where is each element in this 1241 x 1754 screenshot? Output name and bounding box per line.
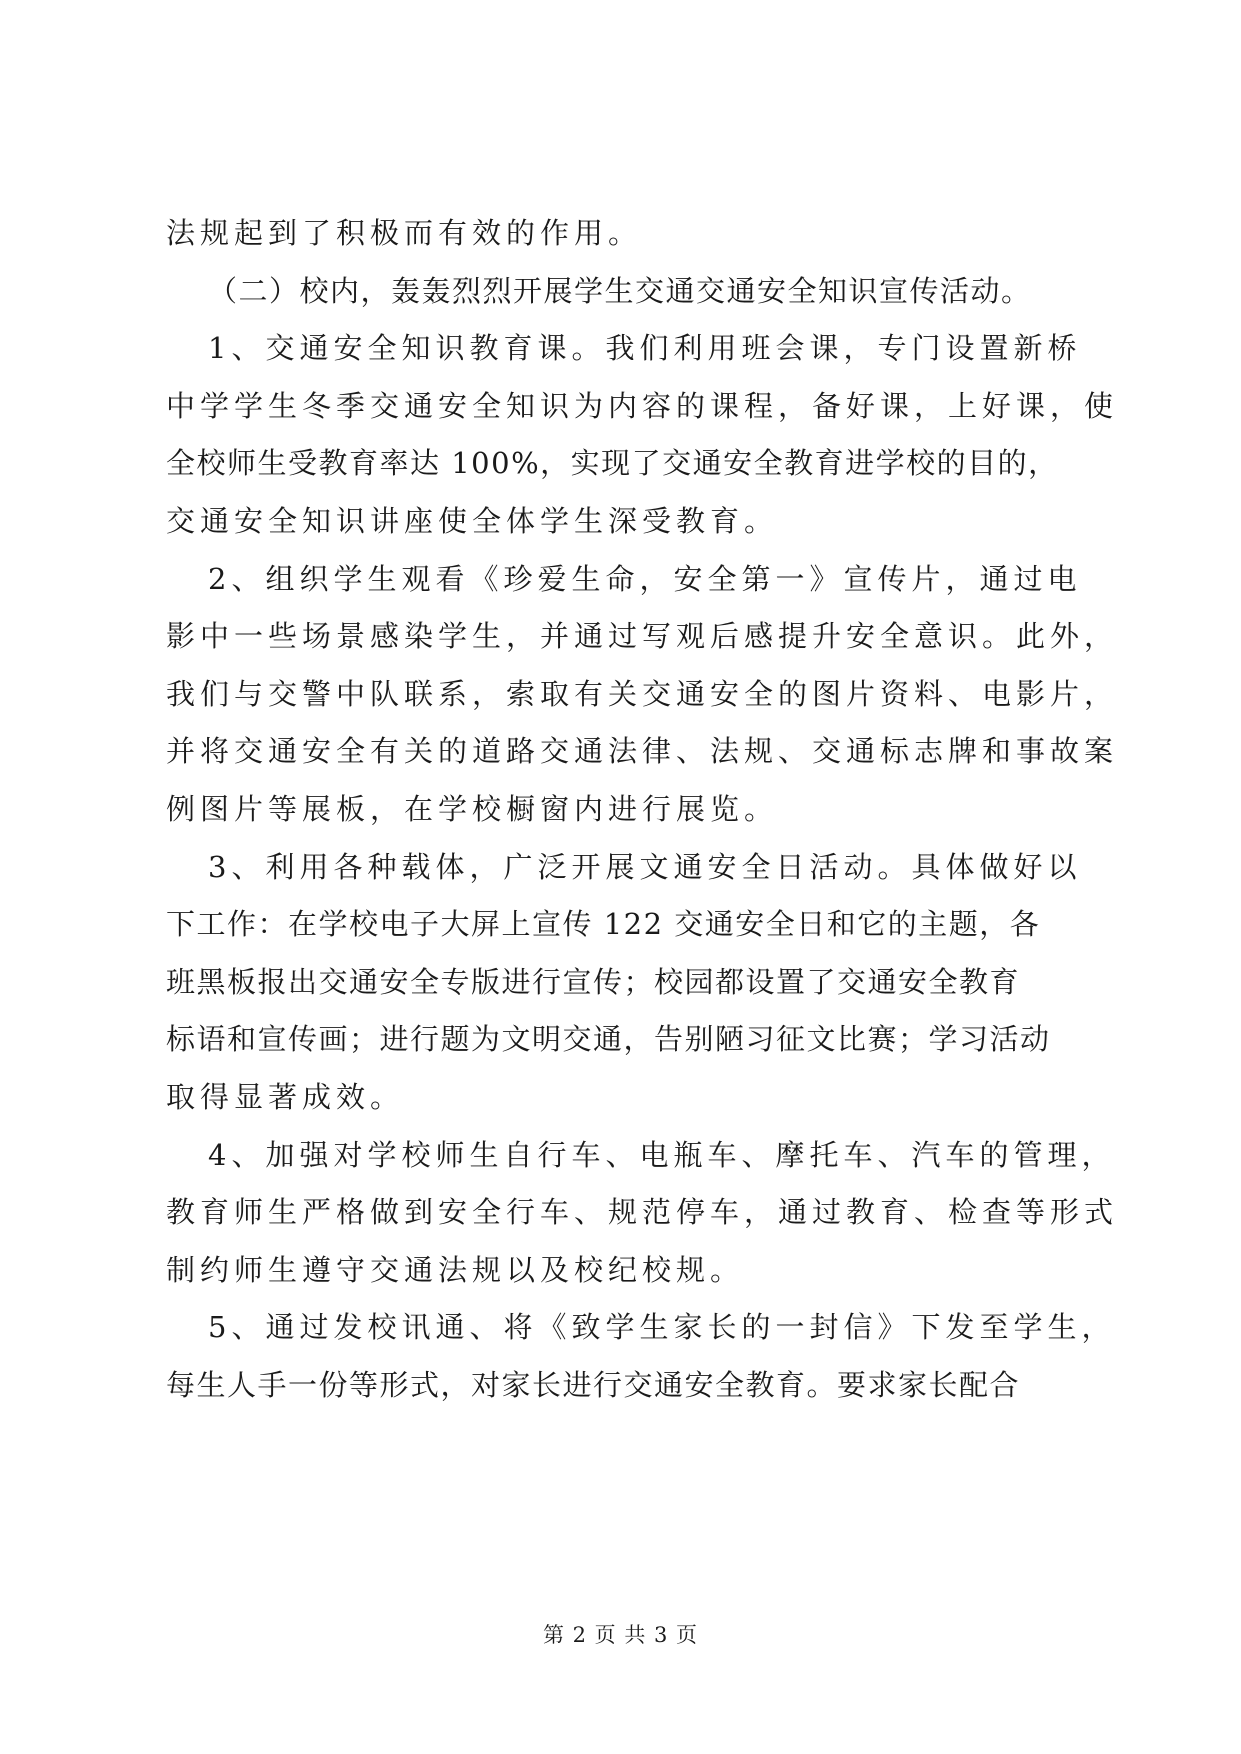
- paragraph-3-line-3: 班黑板报出交通安全专版进行宣传；校园都设置了交通安全教育: [166, 964, 1021, 999]
- page-number-footer: 第 2 页 共 3 页: [542, 1623, 699, 1647]
- paragraph-5-line-2: 每生人手一份等形式，对家长进行交通安全教育。要求家长配合: [166, 1367, 1021, 1402]
- paragraph-3-line-2: 下工作：在学校电子大屏上宣传 122 交通安全日和它的主题，各: [166, 907, 1041, 942]
- paragraph-4-line-1: 4、加强对学校师生自行车、电瓶车、摩托车、汽车的管理，: [208, 1137, 1116, 1172]
- paragraph-1-line-1: 1、交通安全知识教育课。我们利用班会课，专门设置新桥: [208, 331, 1082, 366]
- paragraph-2-line-2: 影中一些场景感染学生，并通过写观后感提升安全意识。此外，: [166, 619, 1119, 654]
- section-heading: （二）校内，轰轰烈烈开展学生交通交通安全知识宣传活动。: [208, 273, 1032, 308]
- paragraph-1-line-2: 中学学生冬季交通安全知识为内容的课程，备好课，上好课，使: [166, 388, 1119, 423]
- paragraph-3-line-1: 3、利用各种载体，广泛开展文通安全日活动。具体做好以: [208, 849, 1082, 884]
- paragraph-2-line-1: 2、组织学生观看《珍爱生命，安全第一》宣传片，通过电: [208, 561, 1082, 596]
- paragraph-3-line-5: 取得显著成效。: [166, 1079, 405, 1114]
- paragraph-2-line-5: 例图片等展板，在学校橱窗内进行展览。: [166, 791, 779, 826]
- paragraph-5-line-1: 5、通过发校讯通、将《致学生家长的一封信》下发至学生，: [208, 1310, 1116, 1345]
- paragraph-1-line-3: 全校师生受教育率达 100%，实现了交通安全教育进学校的目的，: [166, 446, 1059, 481]
- text-line-1: 法规起到了积极而有效的作用。: [166, 216, 643, 250]
- document-body: [166, 205, 1119, 1414]
- paragraph-4-line-3: 制约师生遵守交通法规以及校纪校规。: [166, 1252, 745, 1287]
- paragraph-2-line-3: 我们与交警中队联系，索取有关交通安全的图片资料、电影片，: [166, 676, 1119, 711]
- paragraph-4-line-2: 教育师生严格做到安全行车、规范停车，通过教育、检查等形式: [166, 1195, 1119, 1230]
- paragraph-2-line-4: 并将交通安全有关的道路交通法律、法规、交通标志牌和事故案: [166, 734, 1119, 769]
- paragraph-3-line-4: 标语和宣传画；进行题为文明交通，告别陋习征文比赛；学习活动: [166, 1022, 1051, 1057]
- paragraph-1-line-4: 交通安全知识讲座使全体学生深受教育。: [166, 503, 779, 538]
